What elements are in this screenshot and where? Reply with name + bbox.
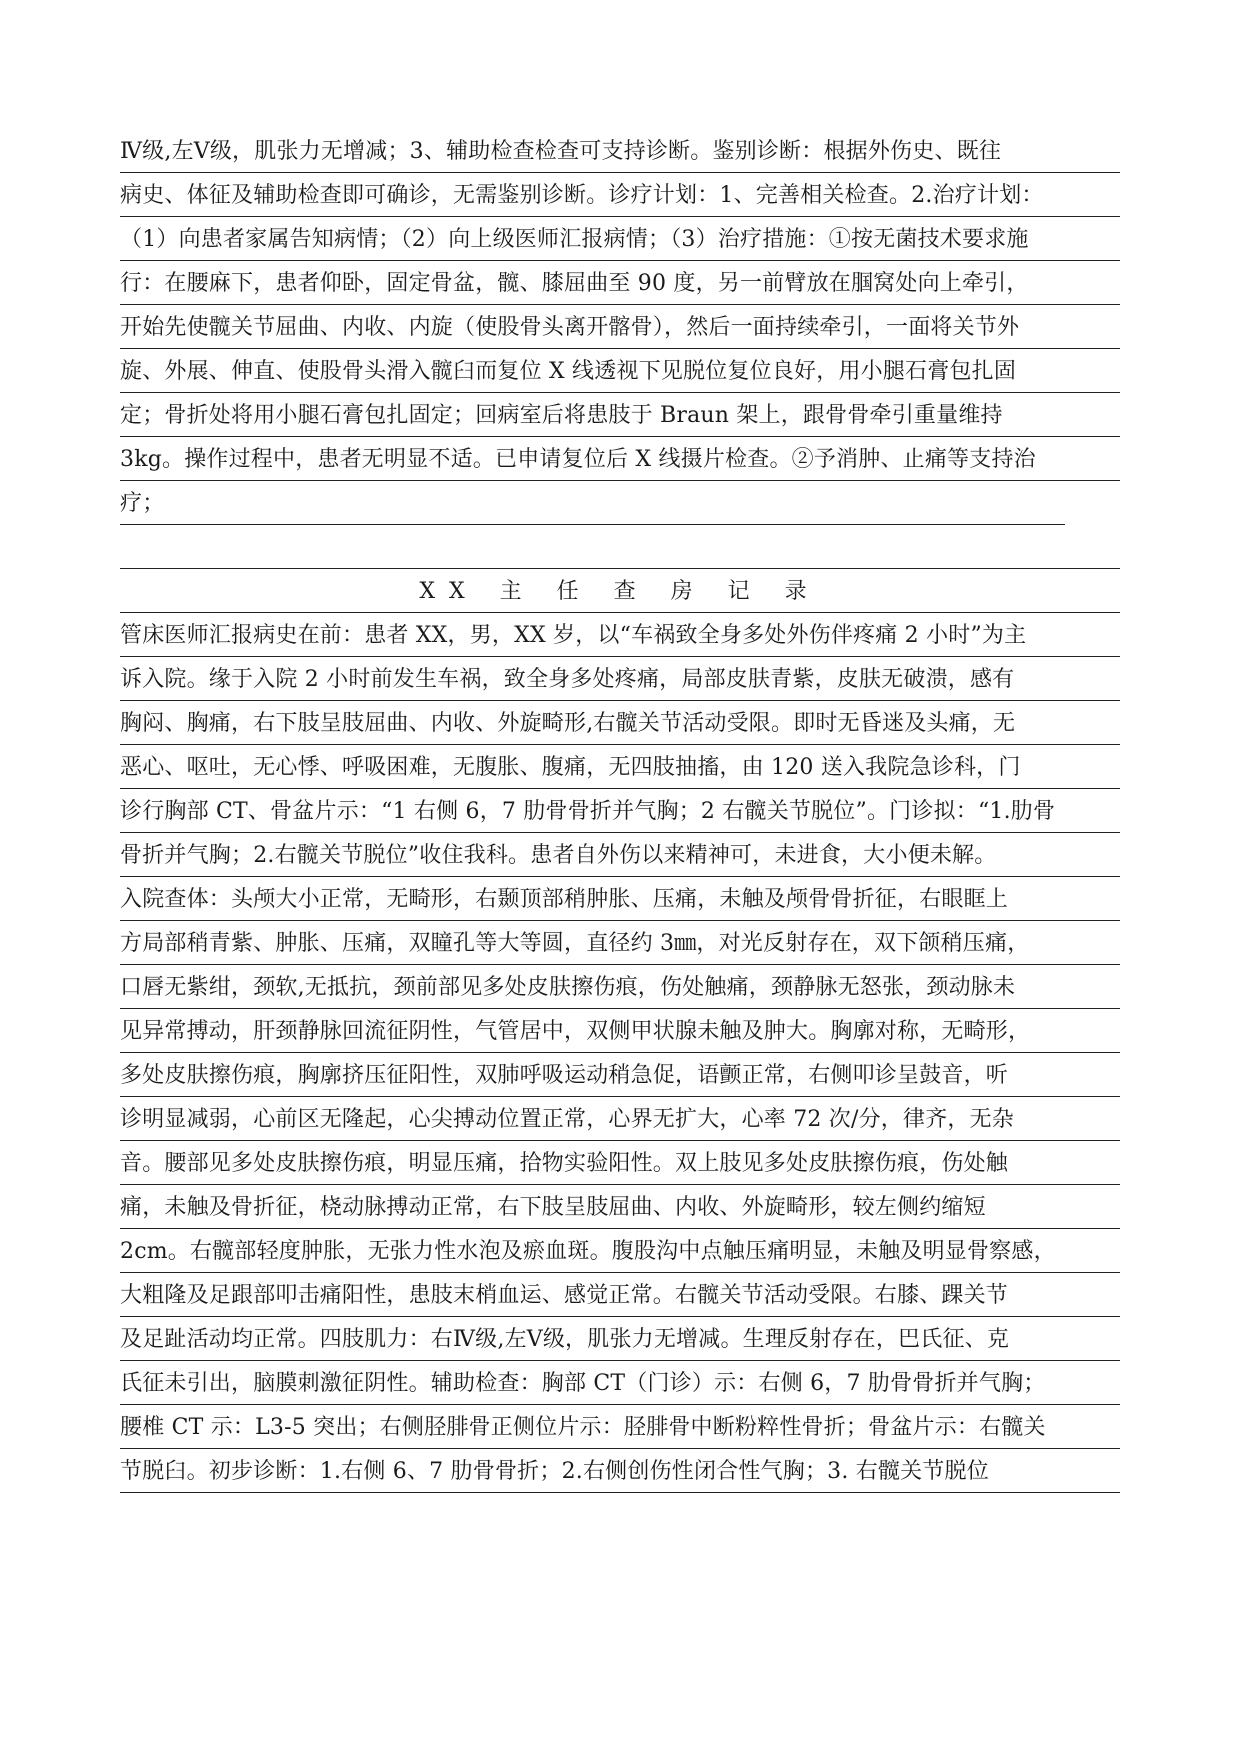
text-line: 氏征未引出，脑膜刺激征阴性。辅助检查：胸部 CT（门诊）示：右侧 6，7 肋骨骨折并气胸； bbox=[120, 1364, 1120, 1405]
text-line: 大粗隆及足跟部叩击痛阳性，患肢末梢血运、感觉正常。右髋关节活动受限。右膝、踝关节 bbox=[120, 1276, 1120, 1317]
text-line: 2cm。右髋部轻度肿胀，无张力性水泡及瘀血斑。腹股沟中点触压痛明显，未触及明显骨察感， bbox=[120, 1232, 1120, 1273]
text-line: 诊行胸部 CT、骨盆片示：“1 右侧 6，7 肋骨骨折并气胸；2 右髋关节脱位”。门诊拟：“1.肋骨 bbox=[120, 792, 1120, 833]
section-title: XX 主 任 查 房 记 录 bbox=[120, 572, 1120, 613]
text-line: Ⅳ级,左Ⅴ级，肌张力无增减；3、辅助检查检查可支持诊断。鉴别诊断：根据外伤史、既往 bbox=[120, 132, 1120, 173]
text-line: 节脱臼。初步诊断：1.右侧 6、7 肋骨骨折；2.右侧创伤性闭合性气胸；3. 右髋关节脱位 bbox=[120, 1452, 1120, 1493]
text-line: 音。腰部见多处皮肤擦伤痕，明显压痛，拾物实验阳性。双上肢见多处皮肤擦伤痕，伤处触 bbox=[120, 1144, 1120, 1185]
text-line: 管床医师汇报病史在前：患者 XX，男，XX 岁，以“车祸致全身多处外伤伴疼痛 2 小时”为主 bbox=[120, 616, 1120, 657]
text-line: 腰椎 CT 示：L3-5 突出；右侧胫腓骨正侧位片示：胫腓骨中断粉粹性骨折；骨盆片示：右髋关 bbox=[120, 1408, 1120, 1449]
text-line: 3kg。操作过程中，患者无明显不适。已申请复位后 X 线摄片检查。②予消肿、止痛等支持治 bbox=[120, 440, 1120, 481]
text-line: 旋、外展、伸直、使股骨头滑入髋臼而复位 X 线透视下见脱位复位良好，用小腿石膏包扎固 bbox=[120, 352, 1120, 393]
text-line: 定；骨折处将用小腿石膏包扎固定；回病室后将患肢于 Braun 架上，跟骨骨牵引重量维持 bbox=[120, 396, 1120, 437]
text-line: 多处皮肤擦伤痕，胸廓挤压征阳性，双肺呼吸运动稍急促，语颤正常，右侧叩诊呈鼓音，听 bbox=[120, 1056, 1120, 1097]
text-line: 入院查体：头颅大小正常，无畸形，右颞顶部稍肿胀、压痛，未触及颅骨骨折征，右眼眶上 bbox=[120, 880, 1120, 921]
text-line: （1）向患者家属告知病情；（2）向上级医师汇报病情；（3）治疗措施：①按无菌技术要求施 bbox=[120, 220, 1120, 261]
text-line: 见异常搏动，肝颈静脉回流征阴性，气管居中，双侧甲状腺未触及肿大。胸廓对称，无畸形， bbox=[120, 1012, 1120, 1053]
text-line: 诉入院。缘于入院 2 小时前发生车祸，致全身多处疼痛，局部皮肤青紫，皮肤无破溃，感有 bbox=[120, 660, 1120, 701]
text-line: 方局部稍青紫、肿胀、压痛，双瞳孔等大等圆，直径约 3㎜，对光反射存在，双下颌稍压痛， bbox=[120, 924, 1120, 965]
text-line: 痛，未触及骨折征，桡动脉搏动正常，右下肢呈肢屈曲、内收、外旋畸形，较左侧约缩短 bbox=[120, 1188, 1120, 1229]
text-line: 开始先使髋关节屈曲、内收、内旋（使股骨头离开髂骨），然后一面持续牵引，一面将关节外 bbox=[120, 308, 1120, 349]
text-line: 骨折并气胸；2.右髋关节脱位”收住我科。患者自外伤以来精神可，未进食，大小便未解。 bbox=[120, 836, 1120, 877]
text-line: 胸闷、胸痛，右下肢呈肢屈曲、内收、外旋畸形,右髋关节活动受限。即时无昏迷及头痛，无 bbox=[120, 704, 1120, 745]
text-line: 恶心、呕吐，无心悸、呼吸困难，无腹胀、腹痛，无四肢抽搐，由 120 送入我院急诊科，门 bbox=[120, 748, 1120, 789]
text-line: 行：在腰麻下，患者仰卧，固定骨盆，髋、膝屈曲至 90 度，另一前臂放在腘窝处向上牵引， bbox=[120, 264, 1120, 305]
text-line: 口唇无紫绀，颈软,无抵抗，颈前部见多处皮肤擦伤痕，伤处触痛，颈静脉无怒张，颈动脉未 bbox=[120, 968, 1120, 1009]
text-line: 诊明显减弱，心前区无隆起，心尖搏动位置正常，心界无扩大，心率 72 次/分，律齐，无杂 bbox=[120, 1100, 1120, 1141]
text-line: 及足趾活动均正常。四肢肌力：右Ⅳ级,左Ⅴ级，肌张力无增减。生理反射存在，巴氏征、克 bbox=[120, 1320, 1120, 1361]
blank-line bbox=[120, 528, 1120, 569]
text-line: 疗； bbox=[120, 484, 1065, 525]
text-line: 病史、体征及辅助检查即可确诊，无需鉴别诊断。诊疗计划：1、完善相关检查。2.治疗计划： bbox=[120, 176, 1120, 217]
